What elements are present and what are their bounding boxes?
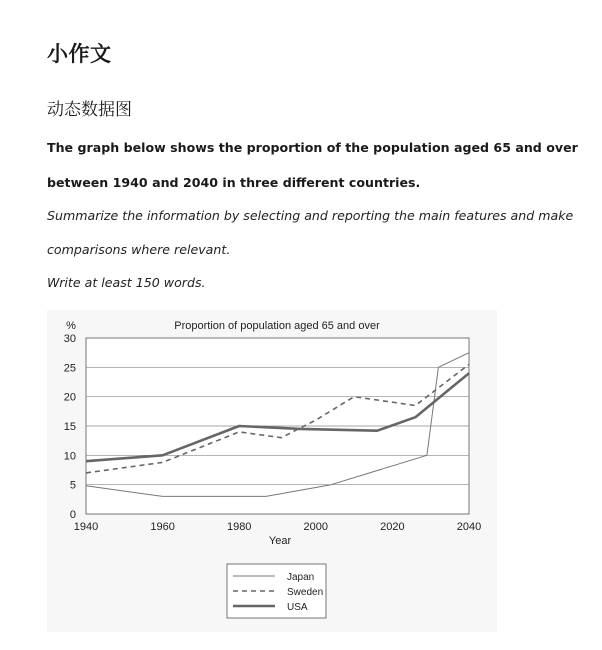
y-tick-label: 0 (69, 509, 76, 521)
chart-container (47, 310, 497, 632)
legend-label-usa: USA (287, 602, 308, 613)
instruction-line-1: Summarize the information by selecting and reporting the main features and make (47, 208, 574, 223)
chart-title: Proportion of population aged 65 and over (174, 320, 380, 332)
y-tick-label: 25 (63, 362, 76, 375)
y-tick-label: 15 (63, 421, 76, 433)
y-tick-label: 30 (63, 333, 76, 345)
x-tick-label: 1940 (73, 521, 99, 533)
instruction-line-2: comparisons where relevant. (47, 242, 231, 257)
prompt-line-1: The graph below shows the proportion of the population aged 65 and over (47, 140, 578, 155)
x-tick-label: 1960 (150, 521, 175, 533)
x-tick-label: 2020 (380, 521, 405, 533)
y-tick-label: 5 (69, 479, 76, 492)
page-subheading: 动态数据图 (47, 100, 132, 120)
legend (227, 564, 326, 618)
page-heading: 小作文 (47, 42, 112, 66)
y-tick-label: 10 (63, 450, 76, 463)
x-tick-label: 2000 (303, 521, 329, 533)
instruction-line-3: Write at least 150 words. (47, 275, 206, 290)
x-axis-label: Year (268, 535, 292, 547)
line-chart (47, 310, 497, 632)
y-tick-label: 20 (63, 391, 76, 404)
prompt-line-2: between 1940 and 2040 in three different countries. (47, 175, 421, 190)
y-axis-label: % (66, 320, 76, 332)
gridlines (86, 338, 469, 514)
legend-label-sweden: Sweden (287, 587, 324, 598)
x-tick-label: 1980 (226, 521, 252, 533)
x-tick-label: 2040 (456, 521, 482, 533)
legend-label-japan: Japan (287, 572, 315, 583)
